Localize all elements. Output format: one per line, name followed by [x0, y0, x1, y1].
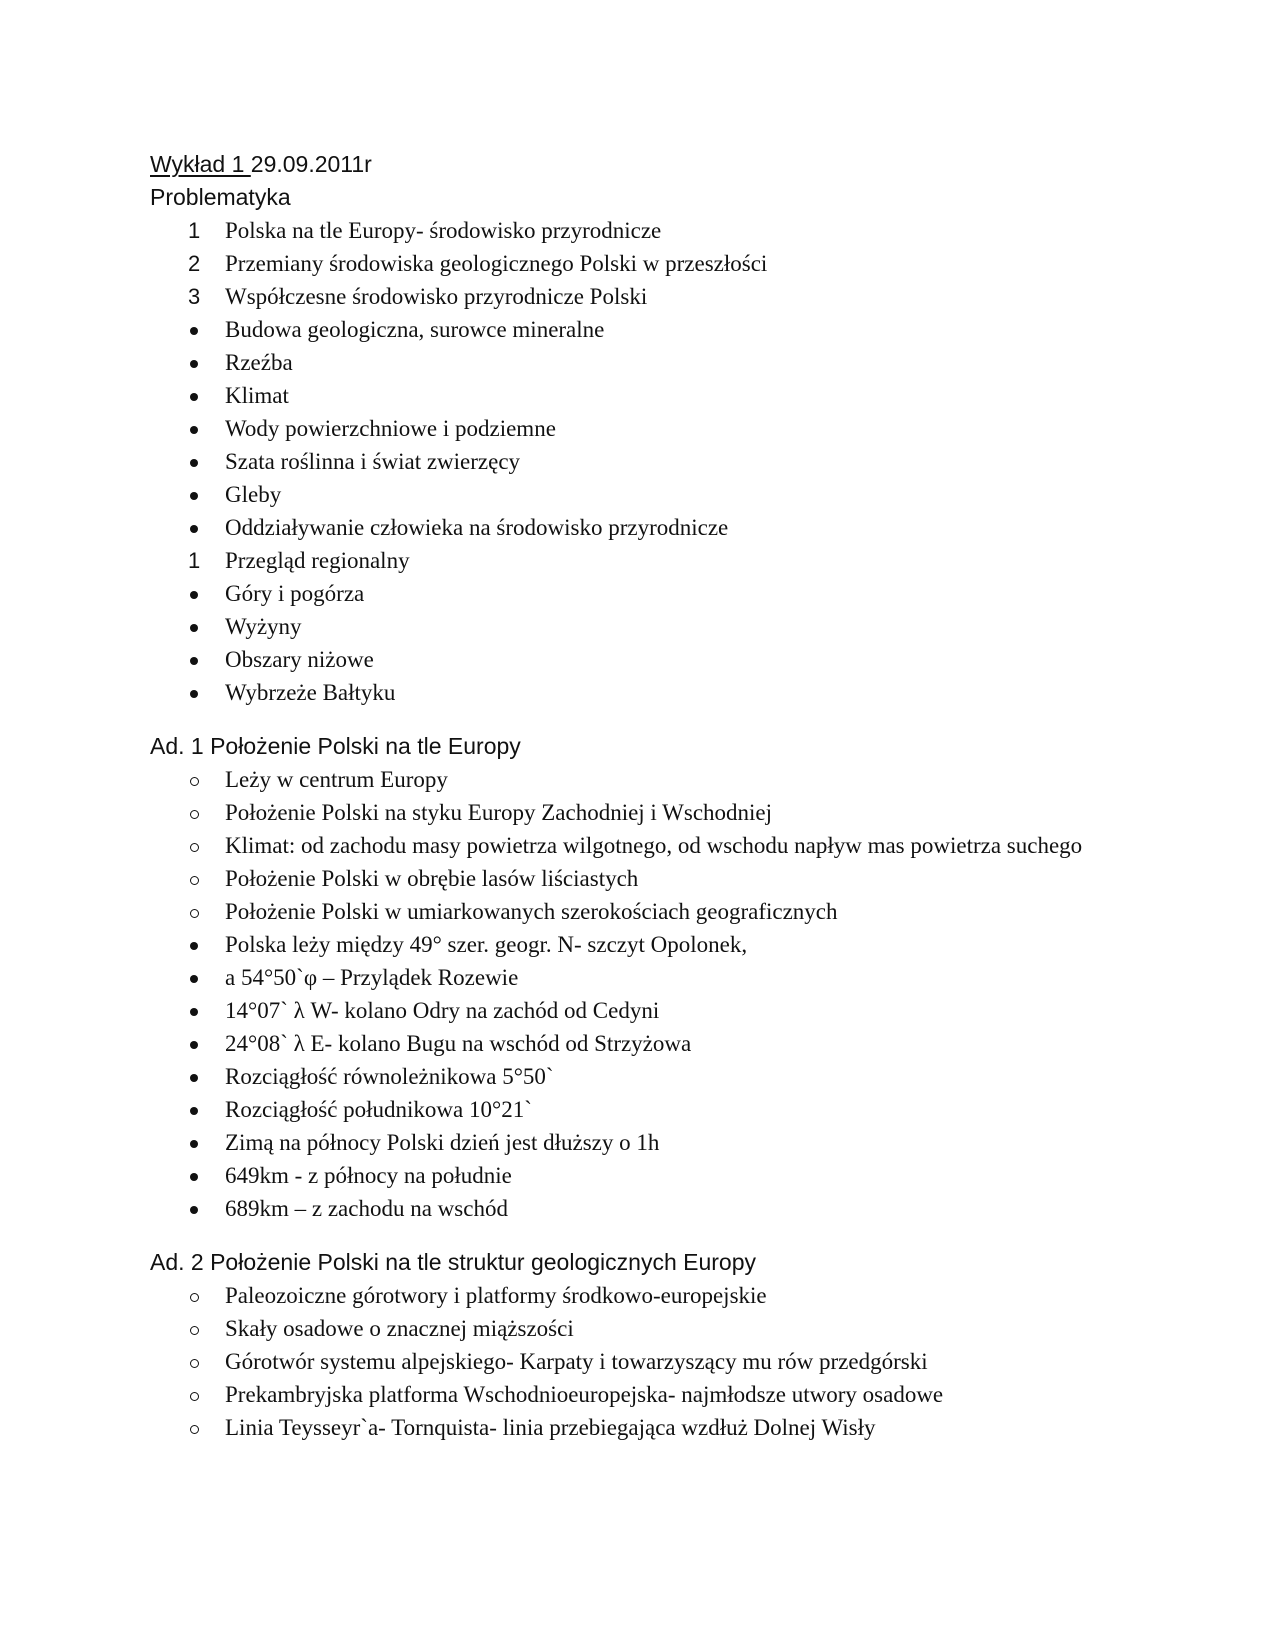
document-page [150, 148, 1150, 1444]
list-item: Góry i pogórza [225, 581, 365, 606]
list-item: 1 Przegląd regionalny [150, 544, 1145, 577]
list-item: 24°08` λ E- kolano Bugu na wschód od Strzyżowa [225, 1031, 692, 1056]
lecture-label: Wykład 1 [150, 151, 251, 177]
problematyka-title: Problematyka [150, 184, 291, 210]
list-item: Wybrzeże Bałtyku [225, 680, 396, 705]
list-item: Szata roślinna i świat zwierzęcy [225, 449, 521, 474]
ad2-list [150, 1279, 1150, 1444]
lecture-heading [150, 148, 1150, 181]
lecture-date: 29.09.2011r [250, 151, 372, 177]
list-item: Obszary niżowe [225, 647, 374, 672]
list-item: Klimat: od zachodu masy powietrza wilgotnego, od wschodu napływ mas powietrza suchego [225, 833, 1083, 858]
list-item: Położenie Polski na styku Europy Zachodniej i Wschodniej [225, 800, 773, 825]
list-number: 2 [188, 251, 201, 276]
list-item: 2 Przemiany środowiska geologicznego Polski w przeszłości [150, 247, 1145, 280]
ad2-title: Ad. 2 Położenie Polski na tle struktur geologicznych Europy [150, 1249, 756, 1275]
list-item: a 54°50`φ – Przylądek Rozewie [225, 965, 519, 990]
list-item: Górotwór systemu alpejskiego- Karpaty i towarzyszący mu rów przedgórski [225, 1349, 928, 1374]
list-item: Wody powierzchniowe i podziemne [225, 416, 556, 441]
list-item: Gleby [225, 482, 282, 507]
list-item: Skały osadowe o znacznej miąższości [225, 1316, 574, 1341]
list-item: Linia Teysseyr`a- Tornquista- linia przebiegająca wzdłuż Dolnej Wisły [225, 1415, 876, 1440]
list-number: 3 [188, 284, 201, 309]
list-item: Położenie Polski w obrębie lasów liściastych [225, 866, 639, 891]
list-item: Położenie Polski w umiarkowanych szerokościach geograficznych [225, 899, 838, 924]
list-item: Budowa geologiczna, surowce mineralne [225, 317, 605, 342]
list-item: Klimat [225, 383, 289, 408]
list-item: Paleozoiczne górotwory i platformy środkowo-europejskie [225, 1283, 767, 1308]
list-item: Rozciągłość południkowa 10°21` [225, 1097, 532, 1122]
list-item: Leży w centrum Europy [225, 767, 448, 792]
list-number: 1 [188, 218, 201, 243]
problematyka-list [150, 214, 1150, 709]
list-item: 1 Polska na tle Europy- środowisko przyrodnicze [150, 214, 1145, 247]
ad1-title: Ad. 1 Położenie Polski na tle Europy [150, 733, 521, 759]
list-item: 649km - z północy na południe [225, 1163, 512, 1188]
list-item: 3 Współczesne środowisko przyrodnicze Polski [150, 280, 1145, 313]
list-item: 14°07` λ W- kolano Odry na zachód od Cedyni [225, 998, 660, 1023]
list-item: Rozciągłość równoleżnikowa 5°50` [225, 1064, 554, 1089]
list-number: 1 [188, 548, 201, 573]
list-item: Prekambryjska platforma Wschodnioeuropejska- najmłodsze utwory osadowe [225, 1382, 944, 1407]
ad1-list [150, 763, 1150, 1225]
list-item: Polska leży między 49° szer. geogr. N- szczyt Opolonek, [225, 932, 748, 957]
list-item: 689km – z zachodu na wschód [225, 1196, 508, 1221]
list-item: Oddziaływanie człowieka na środowisko przyrodnicze [225, 515, 729, 540]
list-item: Wyżyny [225, 614, 302, 639]
list-item: Zimą na północy Polski dzień jest dłuższy o 1h [225, 1130, 660, 1155]
list-item: Rzeźba [225, 350, 293, 375]
